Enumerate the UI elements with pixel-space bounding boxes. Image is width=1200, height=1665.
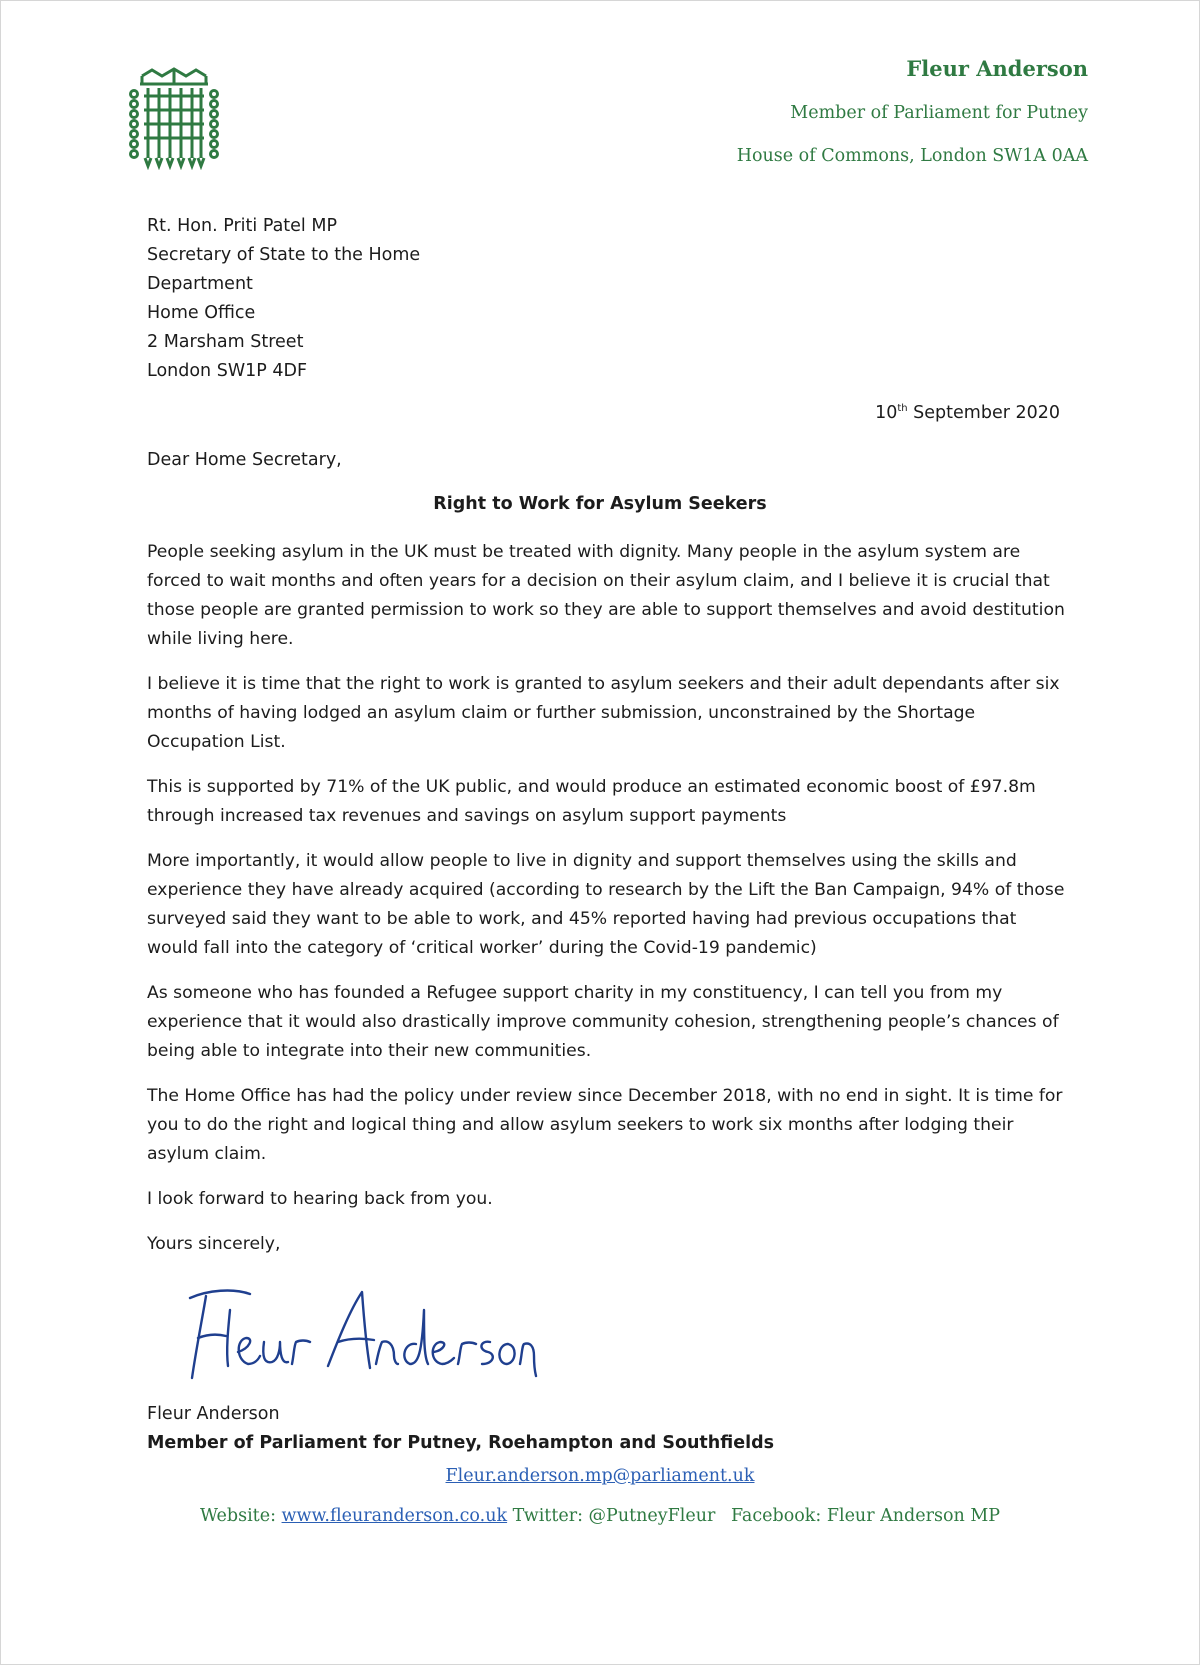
letter-date [875,403,1060,423]
body-paragraph: The Home Office has had the policy under review since December 2018, with no end in sight. It is time for you to do the right and logical thing and allow asylum seekers to work six months after lodging their asylum claim. [147,1086,1063,1164]
body-paragraph: As someone who has founded a Refugee support charity in my constituency, I can tell you from my experience that it would also drastically improve community cohesion, strengthening people’s chances of being able to integrate into their new communities. [147,983,1059,1061]
date-suffix: th [897,403,908,414]
portcullis-icon [128,66,220,170]
handwritten-signature [178,1280,538,1390]
body-paragraph: This is supported by 71% of the UK public, and would produce an estimated economic boost of £97.8m through increased tax revenues and savings on asylum support payments [147,777,1036,826]
recipient-line: Department [147,274,253,294]
contact-footer [0,1506,1200,1526]
letterhead-role: Member of Parliament for Putney [790,103,1088,123]
facebook-page: Facebook: Fleur Anderson MP [730,1506,1001,1526]
body-paragraph: Yours sincerely, [147,1234,281,1254]
signoff-name: Fleur Anderson [147,1404,280,1424]
recipient-line: Rt. Hon. Priti Patel MP [147,216,338,236]
recipient-address [147,212,420,386]
letter-body [147,538,1067,1275]
body-paragraph: More importantly, it would allow people to live in dignity and support themselves using the skills and experience they have already acquired (according to research by the Lift the Ban Campaign, 94% of those surveyed said they want to be able to work, and 45% reported having had previous occupations that would fall into the category of ‘critical worker’ during the Covid-19 pandemic) [147,851,1065,958]
letterhead-address: House of Commons, London SW1A 0AA [736,146,1088,166]
twitter-handle: Twitter: @PutneyFleur [512,1506,716,1526]
date-day: 10 [875,403,898,423]
website-link[interactable]: www.fleuranderson.co.uk [281,1506,508,1526]
letterhead-name: Fleur Anderson [906,56,1088,81]
recipient-line: Secretary of State to the Home [147,245,421,265]
date-rest: September 2020 [907,403,1060,423]
salutation: Dear Home Secretary, [147,450,342,470]
recipient-line: London SW1P 4DF [147,361,308,381]
body-paragraph: I look forward to hearing back from you. [147,1189,493,1209]
subject-heading: Right to Work for Asylum Seekers [433,494,767,514]
letterhead [737,54,1088,171]
email-link[interactable]: Fleur.anderson.mp@parliament.uk [445,1466,755,1486]
body-paragraph: I believe it is time that the right to work is granted to asylum seekers and their adult dependants after six months of having lodged an asylum claim or further submission, unconstrained by the Shortage Occupation List. [147,674,1060,752]
website-label: Website: [199,1506,276,1526]
signoff-title: Member of Parliament for Putney, Roehampton and Southfields [147,1433,775,1453]
signoff-block [147,1400,774,1458]
recipient-line: Home Office [147,303,256,323]
recipient-line: 2 Marsham Street [147,332,304,352]
body-paragraph: People seeking asylum in the UK must be treated with dignity. Many people in the asylum system are forced to wait months and often years for a decision on their asylum claim, and I believe it is crucial that those people are granted permission to work so they are able to support themselves and avoid destitution while living here. [147,542,1065,649]
email-line [0,1466,1200,1486]
